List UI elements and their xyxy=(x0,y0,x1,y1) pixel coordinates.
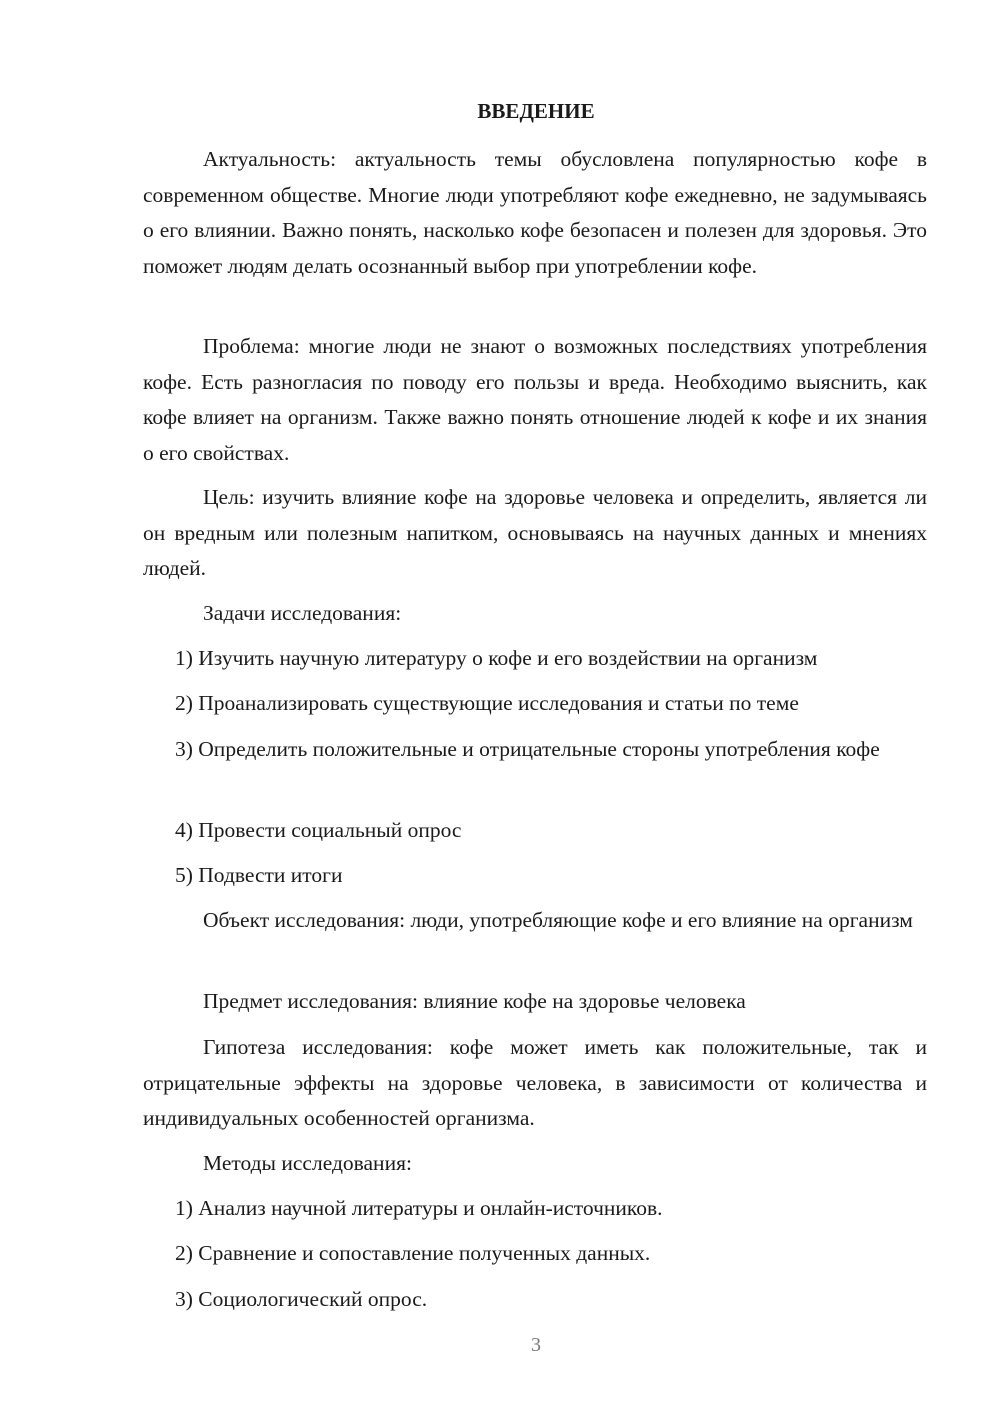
task-item-5: 5) Подвести итоги xyxy=(175,863,343,887)
method-item-3: 3) Социологический опрос. xyxy=(175,1287,428,1311)
paragraph-object: Объект исследования: люди, употребляющие кофе и его влияние на организм xyxy=(203,908,913,932)
paragraph-goal: Цель: изучить влияние кофе на здоровье человека и определить, является ли он вредным или полезным напитком, основываясь на научных данных и мнениях людей. xyxy=(143,485,927,580)
methods-heading: Методы исследования: xyxy=(203,1151,412,1175)
paragraph-problem: Проблема: многие люди не знают о возможных последствиях употребления кофе. Есть разногласия по поводу его пользы и вреда. Необходимо выяснить, как кофе влияет на организм. Также важно понять отношение людей к кофе и их знания о его свойствах. xyxy=(143,334,927,465)
section-heading: ВВЕДЕНИЕ xyxy=(477,99,595,123)
task-item-2: 2) Проанализировать существующие исследования и статьи по теме xyxy=(175,691,799,715)
method-item-2: 2) Сравнение и сопоставление полученных данных. xyxy=(175,1241,651,1265)
paragraph-subject: Предмет исследования: влияние кофе на здоровье человека xyxy=(203,989,746,1013)
task-item-4: 4) Провести социальный опрос xyxy=(175,818,462,842)
method-item-1: 1) Анализ научной литературы и онлайн-источников. xyxy=(175,1196,663,1220)
task-item-3: 3) Определить положительные и отрицательные стороны употребления кофе xyxy=(175,737,880,761)
tasks-heading: Задачи исследования: xyxy=(203,601,402,625)
paragraph-hypothesis: Гипотеза исследования: кофе может иметь как положительные, так и отрицательные эффекты на здоровье человека, в зависимости от количества и индивидуальных особенностей организма. xyxy=(143,1035,927,1130)
task-item-1: 1) Изучить научную литературу о кофе и его воздействии на организм xyxy=(175,646,818,670)
paragraph-relevance: Актуальность: актуальность темы обусловлена популярностью кофе в современном обществе. Многие люди употребляют кофе ежедневно, не задумываясь о его влиянии. Важно понять, насколько кофе безопасен и полезен для здоровья. Это поможет людям делать осознанный выбор при употреблении кофе. xyxy=(143,147,927,278)
page-number: 3 xyxy=(531,1334,541,1356)
